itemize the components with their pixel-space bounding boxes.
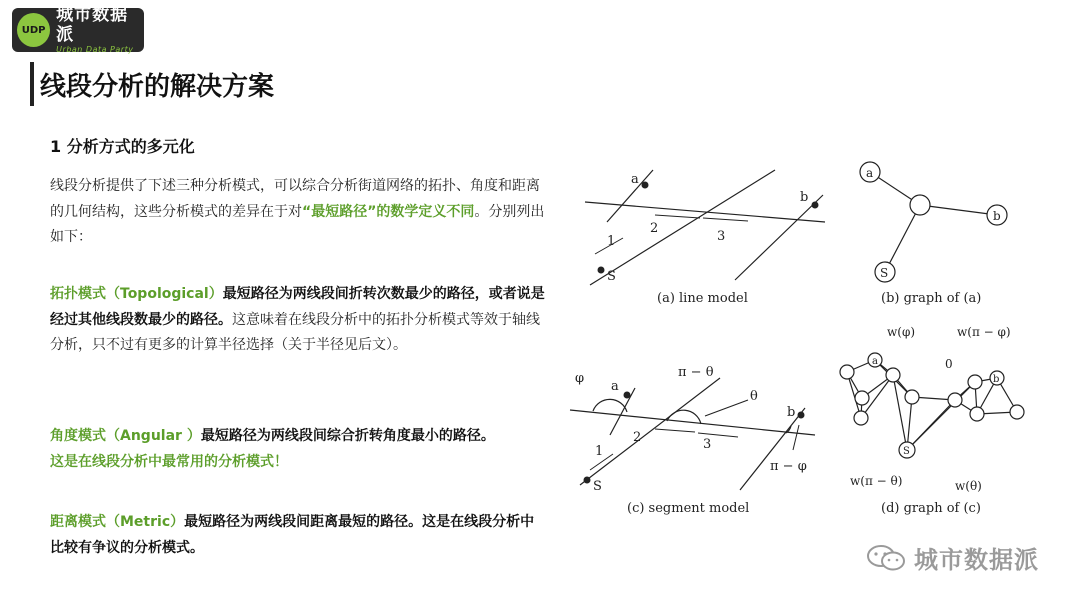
wechat-icon — [866, 544, 906, 572]
label-w-pi-phi: w(π − φ) — [957, 325, 1011, 339]
node-s-graph: S — [880, 266, 889, 280]
label-s-segment: S — [593, 479, 602, 494]
label-b-line: b — [800, 190, 809, 205]
angular-note: 这是在线段分析中最常用的分析模式！ — [50, 453, 288, 470]
label-w-theta: w(θ) — [955, 479, 982, 493]
logo-badge-text: UDP — [21, 24, 46, 36]
intro-text-2: 。分别列出如下： — [50, 203, 545, 245]
logo-badge-icon — [17, 13, 50, 47]
label-b-segment: b — [787, 405, 796, 420]
label-w-pi-theta: w(π − θ) — [850, 474, 903, 488]
label-theta: θ — [750, 389, 758, 404]
logo-text — [56, 5, 144, 55]
label-1-line: 1 — [607, 234, 616, 249]
angular-definition: 最短路径为两线段间综合折转角度最小的路径。 — [200, 428, 495, 444]
node-a-graph: a — [866, 166, 874, 180]
title-accent-bar — [30, 62, 34, 106]
metric-label: 距离模式（Metric） — [50, 514, 185, 530]
metric-paragraph — [50, 510, 545, 561]
brand-logo — [12, 5, 144, 54]
footer-brand — [866, 540, 1039, 575]
page-title: 线段分析的解决方案 — [40, 72, 275, 102]
topological-label: 拓扑模式（Topological） — [50, 286, 223, 302]
caption-c: (c) segment model — [627, 501, 750, 516]
topological-definition: 最短路径为两线段间折转次数最少的路径，或者说是经过其他线段数最少的路径。 — [50, 286, 545, 328]
label-1-segment: 1 — [595, 444, 604, 459]
intro-text-1: 线段分析提供了下述三种分析模式，可以综合分析街道网络的拓扑、角度和距离的几何结构，这些分析模式的差异在于对 — [50, 178, 540, 220]
intro-highlight: “最短路径”的数学定义不同 — [302, 203, 475, 220]
label-pi-phi: π − φ — [770, 459, 807, 474]
label-s-line: S — [607, 269, 616, 284]
node-b-graph: b — [993, 209, 1001, 223]
label-a-line: a — [631, 172, 639, 187]
label-pi-theta: π − θ — [678, 365, 714, 380]
intro-paragraph — [50, 174, 545, 251]
topological-paragraph — [50, 282, 545, 359]
angular-paragraph — [50, 424, 545, 475]
metric-definition: 最短路径为两线段间距离最短的路径。这是在线段分析中比较有争议的分析模式。 — [50, 514, 535, 556]
node-s-graph-c: S — [903, 446, 910, 457]
label-zero: 0 — [945, 357, 953, 371]
angular-label: 角度模式（Angular ） — [50, 428, 201, 444]
topological-explanation: 这意味着在线段分析中的拓扑分析模式等效于轴线分析，只不过有更多的计算半径选择（关于半径见后文）。 — [50, 311, 540, 353]
section-title: 1 分析方式的多元化 — [50, 137, 195, 156]
caption-a: (a) line model — [657, 291, 748, 306]
node-b-graph-c: b — [993, 374, 1000, 385]
caption-b: (b) graph of (a) — [881, 291, 982, 306]
segment-analysis-figure — [565, 150, 1045, 525]
label-2-line: 2 — [650, 221, 659, 236]
label-phi: φ — [575, 371, 585, 386]
label-w-phi: w(φ) — [887, 325, 916, 339]
footer-text: 城市数据派 — [914, 546, 1039, 574]
caption-d: (d) graph of (c) — [881, 501, 981, 516]
label-2-segment: 2 — [633, 430, 642, 445]
label-3-segment: 3 — [703, 437, 712, 452]
logo-main-text: 城市数据派 — [56, 5, 129, 45]
node-a-graph-c: a — [872, 356, 878, 367]
label-3-line: 3 — [717, 229, 726, 244]
label-a-segment: a — [611, 379, 619, 394]
logo-sub-text: Urban Data Party — [56, 45, 134, 54]
